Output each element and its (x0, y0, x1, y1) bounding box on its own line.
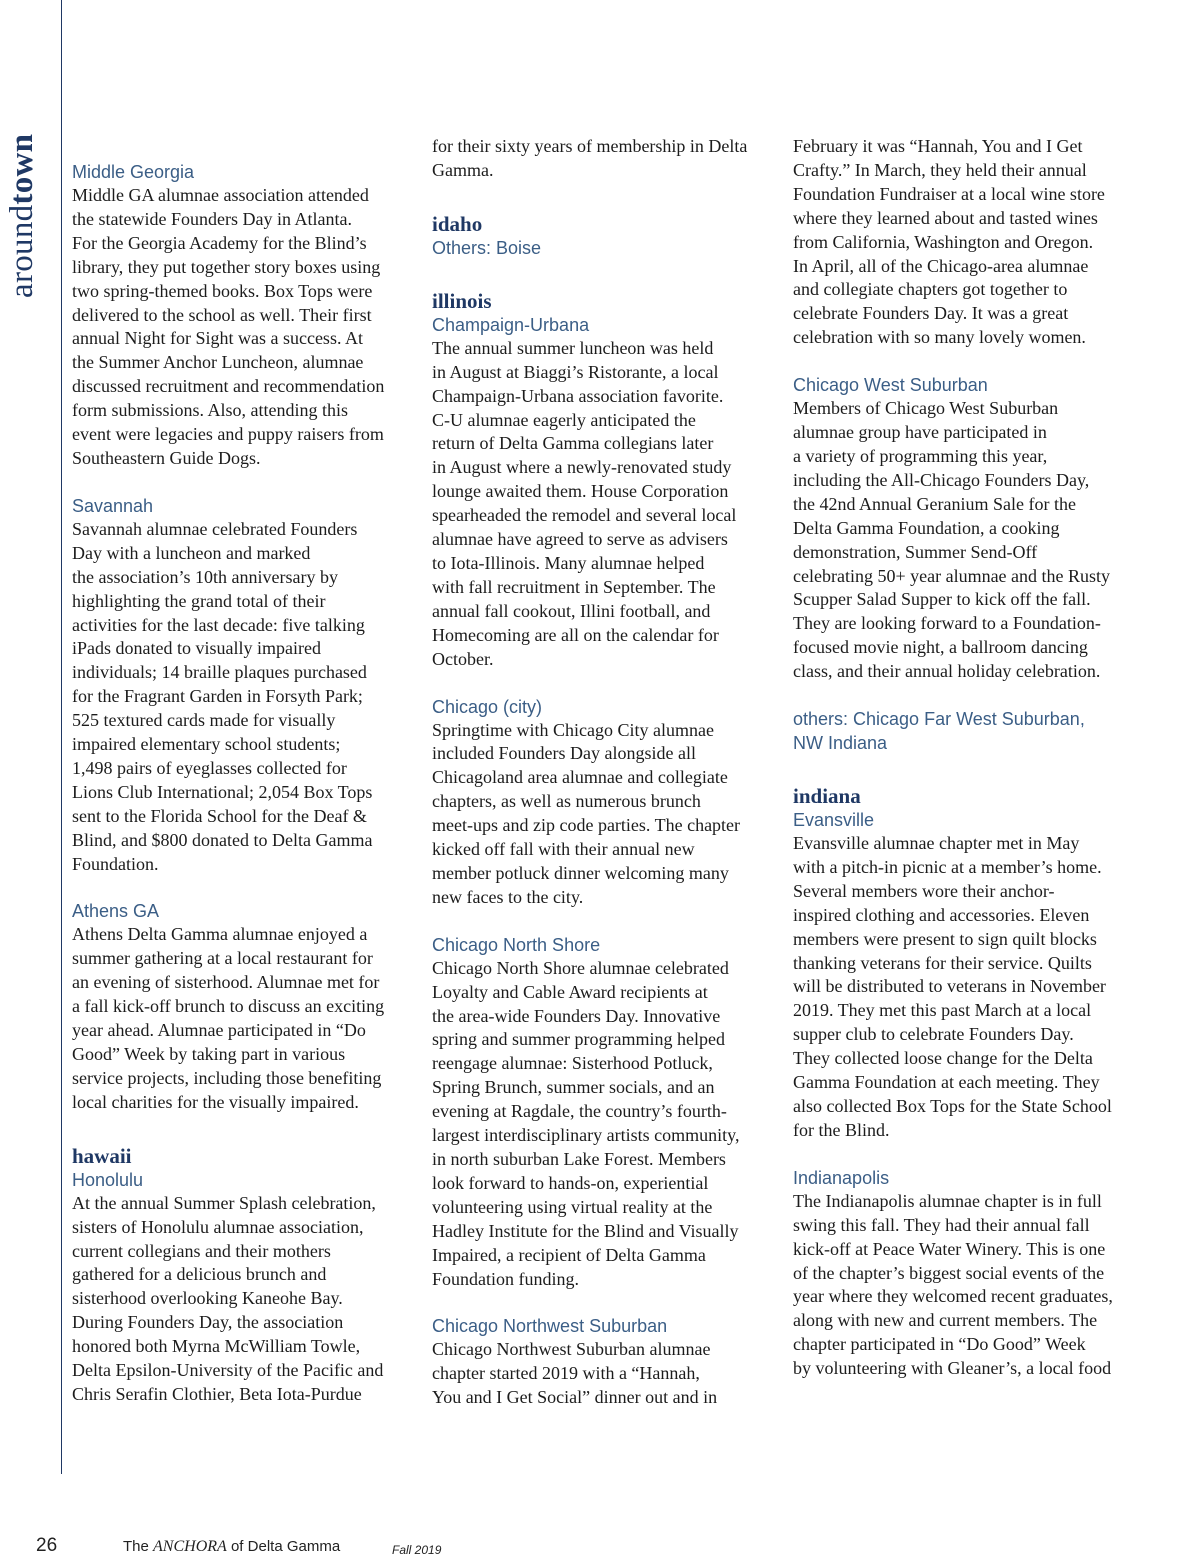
text-line: Day with a luncheon and marked (72, 542, 311, 563)
text-line: others: Chicago Far West Suburban, (793, 709, 1085, 730)
text-line: 525 textured cards made for visually (72, 710, 336, 731)
text-line: summer gathering at a local restaurant for (72, 948, 373, 969)
article-body (793, 397, 1138, 684)
text-line: annual fall cookout, Illini football, and (432, 600, 711, 621)
text-line: Hadley Institute for the Blind and Visually (432, 1220, 739, 1241)
text-line: also collected Box Tops for the State School (793, 1096, 1112, 1116)
article-body (432, 1338, 777, 1410)
text-line: year where they welcomed recent graduates, (793, 1286, 1113, 1307)
text-line: Chicago Northwest Suburban alumnae (432, 1339, 711, 1360)
text-line: return of Delta Gamma collegians later (432, 433, 714, 454)
text-line: celebrating 50+ year alumnae and the Rusty (793, 565, 1111, 586)
text-line: two spring-themed books. Box Tops were (72, 280, 373, 301)
text-line: a fall kick-off brunch to discuss an exciting (72, 996, 385, 1017)
text-line: celebration with so many lovely women. (793, 327, 1086, 348)
text-line: sent to the Florida School for the Deaf & (72, 805, 367, 826)
text-line: event were legacies and puppy raisers from (72, 424, 384, 445)
text-line: meet-ups and zip code parties. The chapter (432, 815, 741, 836)
text-line: highlighting the grand total of their (72, 590, 326, 611)
article-evansville (793, 784, 1138, 1143)
article-indianapolis (793, 1166, 1138, 1381)
magazine-name (123, 1537, 340, 1557)
text-line: year ahead. Alumnae participated in “Do (72, 1020, 366, 1041)
article-body (72, 1192, 417, 1407)
text-line: 2019. They met this past March at a local (793, 1000, 1092, 1021)
text-line: Chicagoland area alumnae and collegiate (432, 767, 728, 788)
text-line: inspired clothing and accessories. Eleven (793, 904, 1090, 925)
text-line: Springtime with Chicago City alumnae (432, 719, 714, 740)
column-3 (793, 135, 1138, 1381)
article-others-chicago (793, 707, 1138, 755)
article-chicago-city (432, 695, 777, 910)
text-line: Delta Epsilon-University of the Pacific and (72, 1360, 384, 1381)
magazine-name-post: of Delta Gamma (226, 1538, 341, 1555)
article-chicago-west-suburban (793, 373, 1138, 684)
text-line: Scupper Salad Supper to kick off the fall. (793, 589, 1091, 610)
text-line: Chicago North Shore alumnae celebrated (432, 957, 729, 978)
text-line: look forward to hands-on, experiential (432, 1172, 709, 1193)
text-line: swing this fall. They had their annual fall (793, 1214, 1090, 1235)
text-line: will be distributed to veterans in November (793, 976, 1106, 997)
article-middle-georgia (72, 160, 417, 471)
article-honolulu (72, 1144, 417, 1407)
text-line: a variety of programming this year, (793, 445, 1048, 466)
text-line: alumnae group have participated in (793, 422, 1047, 443)
article-body (72, 923, 417, 1114)
text-line: along with new and current members. The (793, 1310, 1098, 1331)
text-line: for the Fragrant Garden in Forsyth Park; (72, 686, 363, 707)
text-line: spearheaded the remodel and several local (432, 505, 737, 526)
text-line: from California, Washington and Oregon. (793, 231, 1094, 252)
article-body (72, 184, 417, 471)
text-line: The Indianapolis alumnae chapter is in full (793, 1190, 1102, 1211)
article-body (793, 1190, 1138, 1381)
text-line: At the annual Summer Splash celebration, (72, 1192, 376, 1213)
text-line: Several members wore their anchor- (793, 880, 1055, 901)
text-line: For the Georgia Academy for the Blind’s (72, 232, 367, 253)
chapter-heading: Champaign-Urbana (432, 314, 590, 335)
chapter-heading: Savannah (72, 495, 154, 516)
text-line: Delta Gamma Foundation, a cooking (793, 517, 1060, 538)
text-line: kick-off at Peace Water Winery. This is one (793, 1238, 1106, 1259)
text-line: form submissions. Also, attending this (72, 400, 349, 421)
text-line: in August where a newly-renovated study (432, 457, 732, 478)
text-line: the 42nd Annual Geranium Sale for the (793, 493, 1076, 514)
text-line: member potluck dinner welcoming many (432, 862, 729, 883)
text-line: Crafty.” In March, they held their annual (793, 159, 1087, 180)
text-line: in August at Biaggi’s Ristorante, a local (432, 361, 719, 382)
chapter-heading: Middle Georgia (72, 162, 195, 182)
text-line: supper club to celebrate Founders Day. (793, 1024, 1074, 1045)
article-honolulu-continued (432, 135, 777, 183)
text-line: evening at Ragdale, the country’s fourth- (432, 1101, 727, 1122)
text-line: delivered to the school as well. Their first (72, 304, 372, 325)
text-line: kicked off fall with their annual new (432, 839, 695, 860)
article-chicago-northwest-continued (793, 135, 1138, 350)
text-line: October. (432, 648, 494, 669)
text-line: gathered for a delicious brunch and (72, 1264, 327, 1285)
text-line: Evansville alumnae chapter met in May (793, 833, 1080, 854)
text-line: Lions Club International; 2,054 Box Tops (72, 781, 373, 802)
text-line: sisterhood overlooking Kaneohe Bay. (72, 1288, 343, 1309)
text-line: NW Indiana (793, 733, 888, 754)
chapter-heading: Indianapolis (793, 1167, 890, 1188)
column-1 (72, 160, 417, 1407)
text-line: You and I Get Social” dinner out and in (432, 1387, 718, 1408)
text-line: with fall recruitment in September. The (432, 576, 716, 597)
text-line: celebrate Founders Day. It was a great (793, 303, 1069, 324)
text-line: annual Night for Sight was a success. At (72, 328, 363, 349)
chapter-heading: Honolulu (72, 1169, 144, 1190)
column-2 (432, 135, 777, 1410)
text-line: Savannah alumnae celebrated Founders (72, 518, 358, 539)
chapter-heading: Evansville (793, 810, 875, 831)
text-line: largest interdisciplinary artists community, (432, 1125, 740, 1146)
article-champaign-urbana (432, 289, 777, 672)
text-line: reengage alumnae: Sisterhood Potluck, (432, 1053, 713, 1074)
text-line: sisters of Honolulu alumnae association, (72, 1216, 364, 1237)
chapter-heading: Chicago North Shore (432, 934, 601, 955)
text-line: new faces to the city. (432, 886, 584, 907)
text-line: chapter started 2019 with a “Hannah, (432, 1363, 700, 1384)
text-line: class, and their annual holiday celebration. (793, 661, 1101, 682)
text-line: Foundation. (72, 853, 159, 874)
text-line: activities for the last decade: five talking (72, 614, 365, 635)
text-line: Gamma Foundation at each meeting. They (793, 1072, 1100, 1093)
text-line: current collegians and their mothers (72, 1240, 331, 1261)
text-line: They collected loose change for the Delta (793, 1048, 1093, 1069)
text-line: included Founders Day alongside all (432, 743, 696, 764)
article-body (432, 337, 777, 672)
chapter-heading: Chicago (city) (432, 696, 543, 717)
text-line: Gamma. (432, 159, 494, 180)
text-line: Spring Brunch, summer socials, and an (432, 1077, 715, 1098)
issue-date: Fall 2019 (392, 1543, 442, 1557)
text-line: volunteering using virtual reality at the (432, 1196, 713, 1217)
section-title-bold: town (4, 133, 40, 205)
text-line: discussed recruitment and recommendation (72, 376, 385, 397)
text-line: where they learned about and tasted wines (793, 207, 1098, 228)
text-line: library, they put together story boxes using (72, 256, 381, 277)
text-line: the association’s 10th anniversary by (72, 566, 338, 587)
text-line: They are looking forward to a Foundation- (793, 613, 1101, 634)
text-line: members were present to sign quilt blocks (793, 928, 1097, 949)
text-line: Impaired, a recipient of Delta Gamma (432, 1244, 706, 1265)
text-line: local charities for the visually impaired. (72, 1091, 359, 1112)
chapter-heading: Athens GA (72, 901, 160, 922)
text-line: service projects, including those benefiting (72, 1067, 382, 1088)
article-chicago-northwest-suburban (432, 1314, 777, 1410)
state-heading: indiana (793, 784, 861, 809)
text-line: alumnae have agreed to serve as advisers (432, 529, 728, 550)
state-heading: idaho (432, 211, 483, 236)
text-line: C-U alumnae eagerly anticipated the (432, 409, 696, 430)
article-savannah (72, 494, 417, 877)
vertical-rule (61, 0, 62, 1474)
text-line: with a pitch-in picnic at a member’s home. (793, 856, 1102, 877)
text-line: Foundation funding. (432, 1268, 579, 1289)
text-line: focused movie night, a ballroom dancing (793, 637, 1088, 658)
text-line: for their sixty years of membership in Delta (432, 136, 748, 156)
text-line: iPads donated to visually impaired (72, 638, 321, 659)
section-title (6, 134, 39, 298)
state-heading: hawaii (72, 1143, 132, 1168)
section-title-light: around (4, 204, 40, 298)
state-heading: illinois (432, 288, 492, 313)
page-number: 26 (36, 1535, 58, 1556)
text-line: lounge awaited them. House Corporation (432, 481, 729, 502)
chapter-heading (793, 707, 1138, 755)
text-line: the area-wide Founders Day. Innovative (432, 1005, 721, 1026)
magazine-name-pre: The (123, 1538, 154, 1555)
text-line: Southeastern Guide Dogs. (72, 447, 261, 468)
text-line: Foundation Fundraiser at a local wine store (793, 183, 1105, 204)
text-line: February it was “Hannah, You and I Get (793, 136, 1083, 156)
text-line: the Summer Anchor Luncheon, alumnae (72, 352, 364, 373)
magazine-name-title: ANCHORA (153, 1538, 227, 1555)
text-line: Good” Week by taking part in various (72, 1044, 346, 1064)
article-athens (72, 899, 417, 1114)
text-line: to Iota-Illinois. Many alumnae helped (432, 552, 705, 573)
text-line: 1,498 pairs of eyeglasses collected for (72, 757, 347, 778)
text-line: spring and summer programming helped (432, 1029, 725, 1050)
text-line: of the chapter’s biggest social events of the (793, 1262, 1105, 1283)
article-body (793, 832, 1138, 1143)
text-line: in north suburban Lake Forest. Members (432, 1149, 726, 1169)
text-line: the statewide Founders Day in Atlanta. (72, 208, 352, 229)
article-body (793, 135, 1138, 350)
article-body (432, 135, 777, 183)
text-line: During Founders Day, the association (72, 1312, 344, 1333)
text-line: an evening of sisterhood. Alumnae met for (72, 972, 380, 993)
text-line: and collegiate chapters got together to (793, 279, 1068, 300)
article-body (432, 719, 777, 910)
article-body (72, 518, 417, 877)
text-line: for the Blind. (793, 1119, 890, 1140)
text-line: Blind, and $800 donated to Delta Gamma (72, 829, 373, 850)
article-body (432, 957, 777, 1292)
text-line: demonstration, Summer Send-Off (793, 541, 1038, 562)
text-line: thanking veterans for their service. Quilts (793, 952, 1092, 973)
chapter-heading: Chicago West Suburban (793, 375, 988, 396)
text-line: including the All-Chicago Founders Day, (793, 469, 1090, 490)
article-chicago-north-shore (432, 933, 777, 1292)
text-line: chapters, as well as numerous brunch (432, 791, 701, 812)
chapter-heading: Others: Boise (432, 237, 542, 258)
text-line: individuals; 14 braille plaques purchased (72, 662, 367, 683)
text-line: Loyalty and Cable Award recipients at (432, 981, 708, 1002)
text-line: Middle GA alumnae association attended (72, 185, 369, 205)
text-line: by volunteering with Gleaner’s, a local food (793, 1358, 1112, 1379)
chapter-heading: Chicago Northwest Suburban (432, 1316, 668, 1337)
text-line: honored both Myrna McWilliam Towle, (72, 1336, 361, 1357)
text-line: In April, all of the Chicago-area alumnae (793, 255, 1089, 276)
text-line: Chris Serafin Clothier, Beta Iota-Purdue (72, 1383, 362, 1404)
text-line: Members of Chicago West Suburban (793, 398, 1059, 419)
text-line: Champaign-Urbana association favorite. (432, 385, 724, 406)
text-line: Homecoming are all on the calendar for (432, 624, 719, 645)
article-idaho (432, 212, 777, 260)
text-line: Athens Delta Gamma alumnae enjoyed a (72, 924, 368, 945)
text-line: chapter participated in “Do Good” Week (793, 1334, 1086, 1355)
text-line: The annual summer luncheon was held (432, 337, 714, 358)
text-line: impaired elementary school students; (72, 734, 341, 755)
